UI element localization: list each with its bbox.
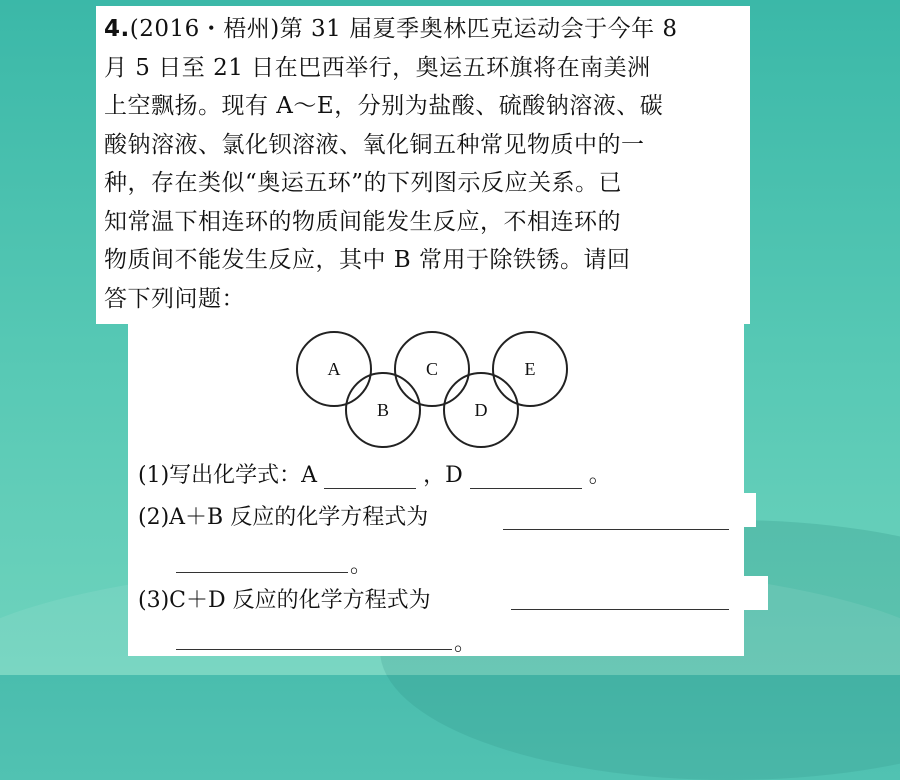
ring-label-c: C bbox=[425, 359, 439, 379]
question-text bbox=[104, 10, 744, 318]
answer-blank-2a[interactable] bbox=[503, 529, 729, 530]
ring-label-b: B bbox=[376, 400, 390, 420]
answer-blank-3a[interactable] bbox=[511, 609, 729, 610]
question-line: 上空飘扬。现有 A～E，分别为盐酸、硫酸钠溶液、碳 bbox=[104, 93, 664, 119]
question-number: 4. bbox=[104, 16, 130, 42]
sub-question-2-text: (2)A＋B 反应的化学方程式为 bbox=[138, 505, 429, 530]
card-tab bbox=[740, 576, 768, 610]
sub-question-1 bbox=[138, 458, 611, 489]
sub-question-2-end: 。 bbox=[350, 553, 373, 578]
question-line: 酸钠溶液、氯化钡溶液、氧化铜五种常见物质中的一 bbox=[104, 131, 645, 158]
answer-blank-3b[interactable] bbox=[176, 649, 452, 650]
ring-label-a: A bbox=[327, 359, 341, 379]
olympic-rings-diagram bbox=[290, 328, 580, 453]
answer-blank-a[interactable] bbox=[324, 466, 416, 489]
question-line: 答下列问题： bbox=[104, 285, 245, 312]
question-line: 知常温下相连环的物质间能发生反应，不相连环的 bbox=[104, 208, 621, 235]
question-line: 种，存在类似“奥运五环”的下列图示反应关系。已 bbox=[104, 170, 623, 196]
sub-question-1-prefix: (1)写出化学式：A bbox=[138, 463, 318, 488]
question-line: 4.(2016・梧州)第 31 届夏季奥林匹克运动会于今年 8 bbox=[104, 16, 678, 42]
sub-question-1-end: 。 bbox=[588, 463, 611, 488]
answer-blank-d[interactable] bbox=[470, 466, 582, 489]
question-line: 物质间不能发生反应，其中 B 常用于除铁锈。请回 bbox=[104, 247, 631, 273]
ring-label-e: E bbox=[524, 359, 536, 379]
ring-label-d: D bbox=[474, 400, 488, 420]
answer-blank-2b[interactable] bbox=[176, 572, 348, 573]
sub-question-3-text: (3)C＋D 反应的化学方程式为 bbox=[138, 588, 431, 613]
sub-question-1-mid: ，D bbox=[423, 463, 463, 488]
sub-question-2 bbox=[138, 500, 428, 531]
question-line: 月 5 日至 21 日在巴西举行，奥运五环旗将在南美洲 bbox=[104, 54, 651, 81]
sub-question-3-end: 。 bbox=[454, 631, 477, 656]
card-tab bbox=[740, 493, 756, 527]
sub-question-3 bbox=[138, 583, 431, 614]
